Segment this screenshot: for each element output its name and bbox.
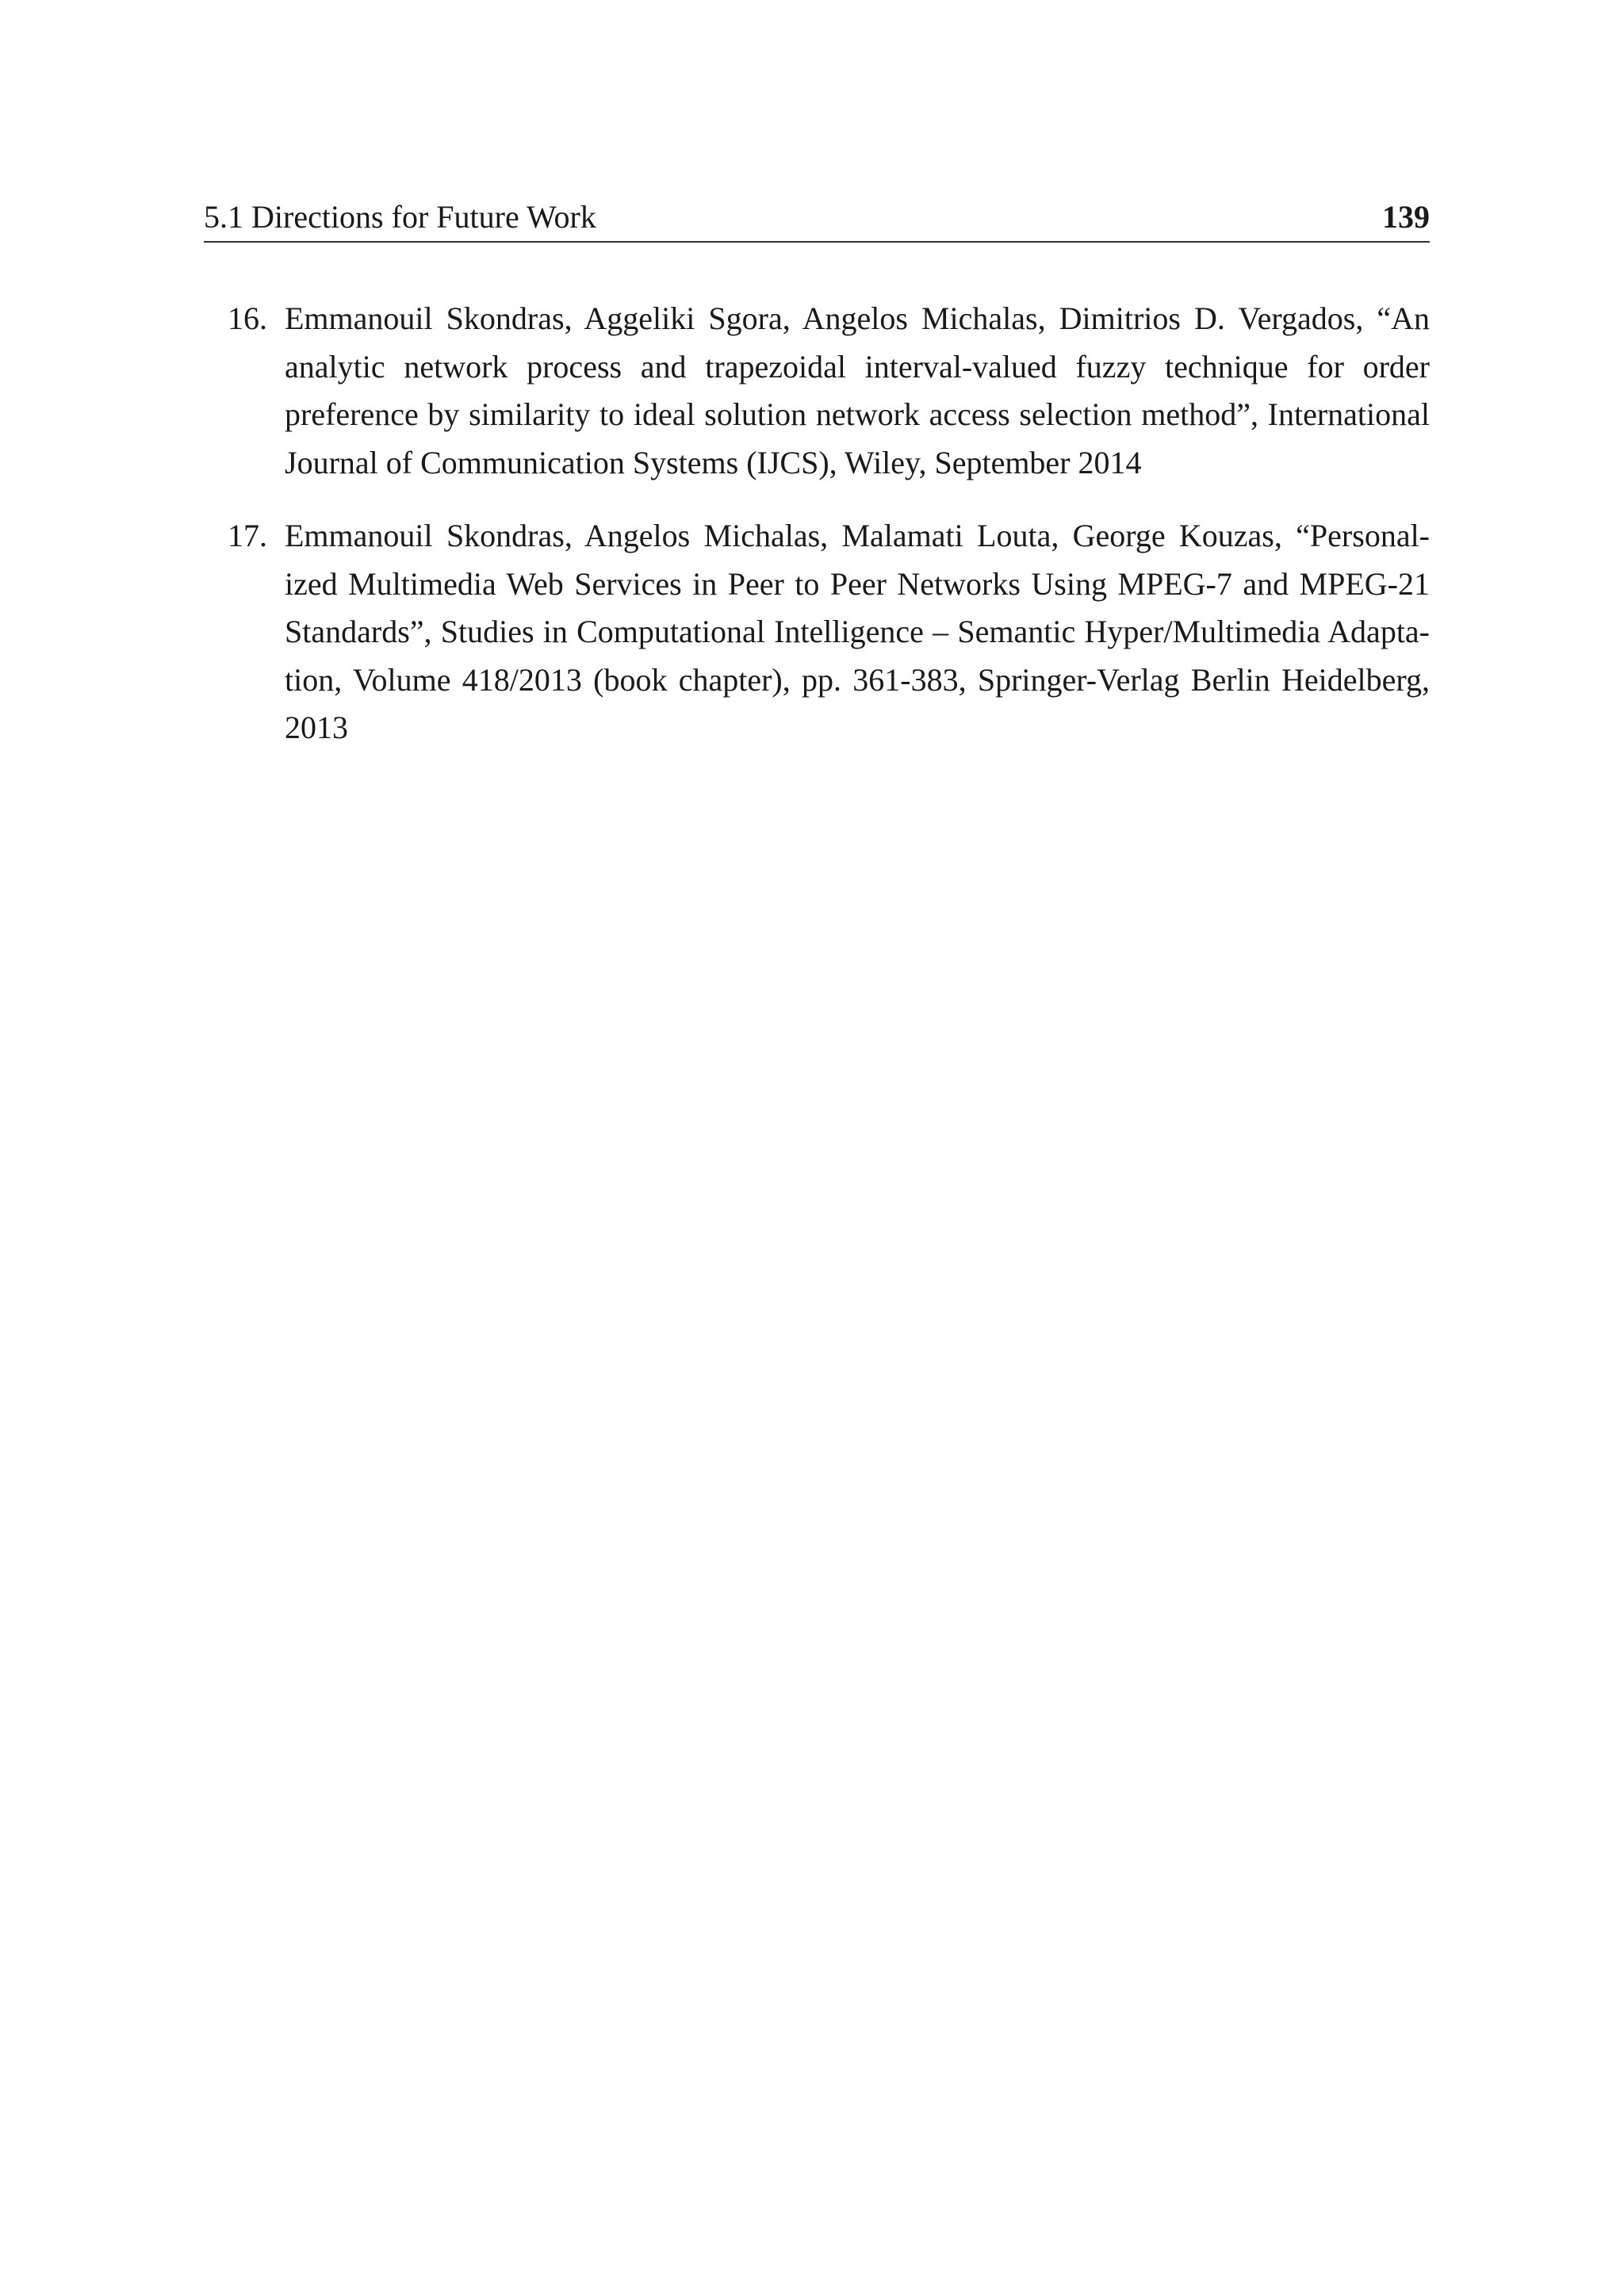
page-number: 139 [1382, 199, 1430, 235]
reference-text-line: Emmanouil Skondras, Angelos Michalas, Malamati Louta, George Kouzas, “Personal- [285, 518, 1430, 553]
reference-16 [204, 295, 1430, 487]
reference-number: 17. [228, 518, 267, 553]
reference-text-line: Journal of Communication Systems (IJCS), Wiley, September 2014 [285, 444, 1142, 480]
reference-text-line: 2013 [285, 710, 348, 745]
reference-text-line: Emmanouil Skondras, Aggeliki Sgora, Angelos Michalas, Dimitrios D. Vergados, “An [285, 300, 1430, 336]
reference-text-line: preference by similarity to ideal solution network access selection method”, International [285, 396, 1430, 432]
reference-text-line: ized Multimedia Web Services in Peer to Peer Networks Using MPEG-7 and MPEG-21 [285, 565, 1430, 602]
reference-text-line: analytic network process and trapezoidal interval-valued fuzzy technique for order [285, 348, 1430, 385]
reference-number: 16. [228, 300, 267, 336]
running-head [204, 197, 1430, 243]
reference-text-line: tion, Volume 418/2013 (book chapter), pp. 361-383, Springer-Verlag Berlin Heidelberg, [285, 661, 1430, 698]
reference-text-line: Standards”, Studies in Computational Intelligence – Semantic Hyper/Multimedia Adapta- [285, 614, 1430, 649]
section-title: 5.1 Directions for Future Work [204, 199, 596, 235]
reference-list [204, 295, 1430, 778]
reference-17 [204, 512, 1430, 752]
